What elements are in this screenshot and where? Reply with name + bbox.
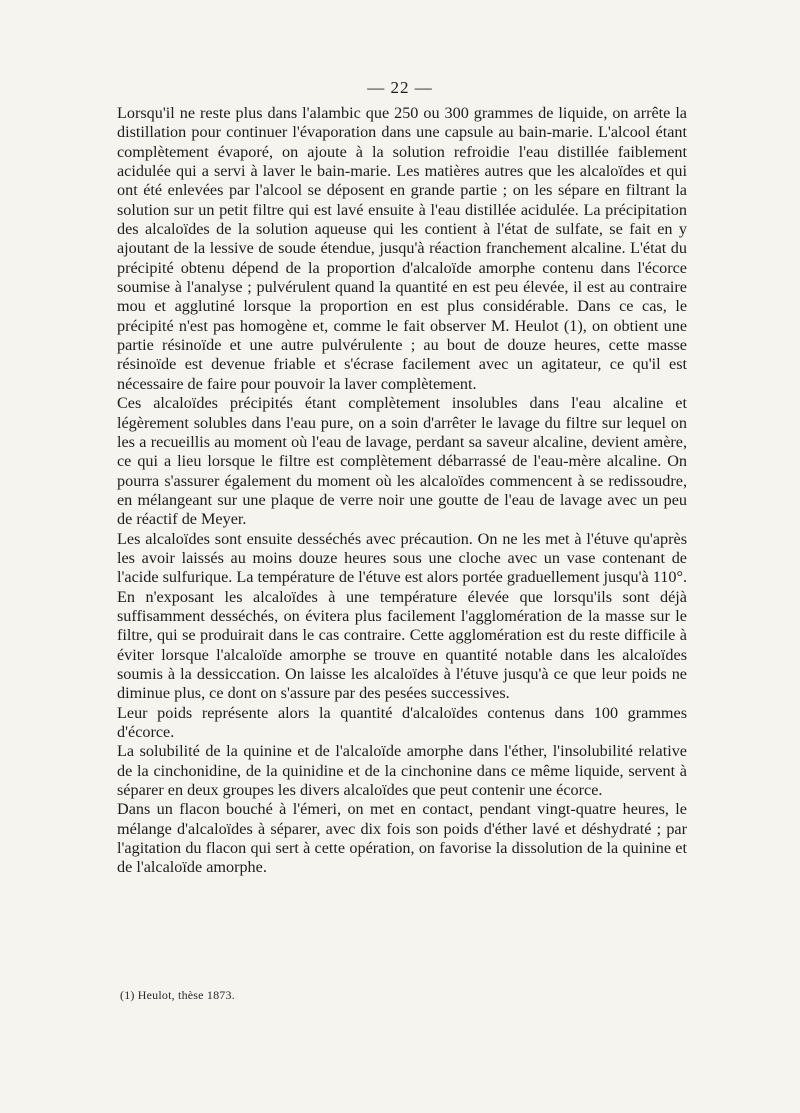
paragraph: La solubilité de la quinine et de l'alcaloïde amorphe dans l'éther, l'insolubilité relative de la cinchonidine, de la quinidine et de la cinchonine dans ce même liquide, servent à séparer en deux groupes les divers alcaloïdes que peut contenir une écorce. <box>117 742 687 800</box>
paragraph: Dans un flacon bouché à l'émeri, on met en contact, pendant vingt-quatre heures, le mélange d'alcaloïdes à séparer, avec dix fois son poids d'éther lavé et déshydraté ; par l'agitation du flacon qui sert à cette opération, on favorise la dissolution de la quinine et de l'alcaloïde amorphe. <box>117 800 687 877</box>
paragraph: Leur poids représente alors la quantité d'alcaloïdes contenus dans 100 grammes d'écorce. <box>117 703 687 741</box>
paragraph: Lorsqu'il ne reste plus dans l'alambic que 250 ou 300 grammes de liquide, on arrête la distillation pour continuer l'évaporation dans une capsule au bain-marie. L'alcool étant complètement évaporé, on ajoute à la solution refroidie l'eau distillée faiblement acidulée qui a servi à laver le bain-marie. Les matières autres que les alcaloïdes et qui ont été enlevées par l'alcool se déposent en grande partie ; on les sépare en filtrant la solution sur un petit filtre qui est lavé ensuite à l'eau distillée acidulée. La précipitation des alcaloïdes de la solution aqueuse qui les contient à l'état de sulfate, se fait en y ajoutant de la lessive de soude étendue, jusqu'à réaction franchement alcaline. L'état du précipité obtenu dépend de la proportion d'alcaloïde amorphe contenu dans l'écorce soumise à l'analyse ; pulvérulent quand la quantité en est peu élevée, il est au contraire mou et agglutiné lorsque la proportion en est plus considérable. Dans ce cas, le précipité n'est pas homogène et, comme le fait observer M. Heulot (1), on obtient une partie résinoïde et une autre pulvérulente ; au bout de douze heures, cette masse résinoïde est devenue friable et s'écrase facilement avec un agitateur, ce qu'il est nécessaire de faire pour pouvoir la laver complètement. <box>117 104 687 393</box>
footnote: (1) Heulot, thèse 1873. <box>120 988 235 1002</box>
page-number: — 22 — <box>367 78 433 97</box>
paragraph: Ces alcaloïdes précipités étant complètement insolubles dans l'eau alcaline et légèrement solubles dans l'eau pure, on a soin d'arrêter le lavage du filtre sur lequel on les a recueillis au moment où l'eau de lavage, perdant sa saveur alcaline, devient amère, ce qui a lieu lorsque le filtre est complètement débarrassé de l'eau-mère alcaline. On pourra s'assurer également du moment où les alcaloïdes commencent à se redissoudre, en mélangeant sur une plaque de verre noir une goutte de l'eau de lavage avec un peu de réactif de Meyer. <box>117 394 687 529</box>
paragraph: Les alcaloïdes sont ensuite desséchés avec précaution. On ne les met à l'étuve qu'après les avoir laissés au moins douze heures sous une cloche avec un vase contenant de l'acide sulfurique. La température de l'étuve est alors portée graduellement jusqu'à 110°. En n'exposant les alcaloïdes à une température élevée que lorsqu'ils sont déjà suffisamment desséchés, on évitera plus facilement l'agglomération de la masse sur le filtre, qui se produirait dans le cas contraire. Cette agglomération est du reste difficile à éviter lorsque l'alcaloïde amorphe se trouve en quantité notable dans les alcaloïdes soumis à la dessiccation. On laisse les alcaloïdes à l'étuve jusqu'à ce que leur poids ne diminue plus, ce dont on s'assure par des pesées successives. <box>117 529 687 703</box>
body-text <box>117 104 687 878</box>
